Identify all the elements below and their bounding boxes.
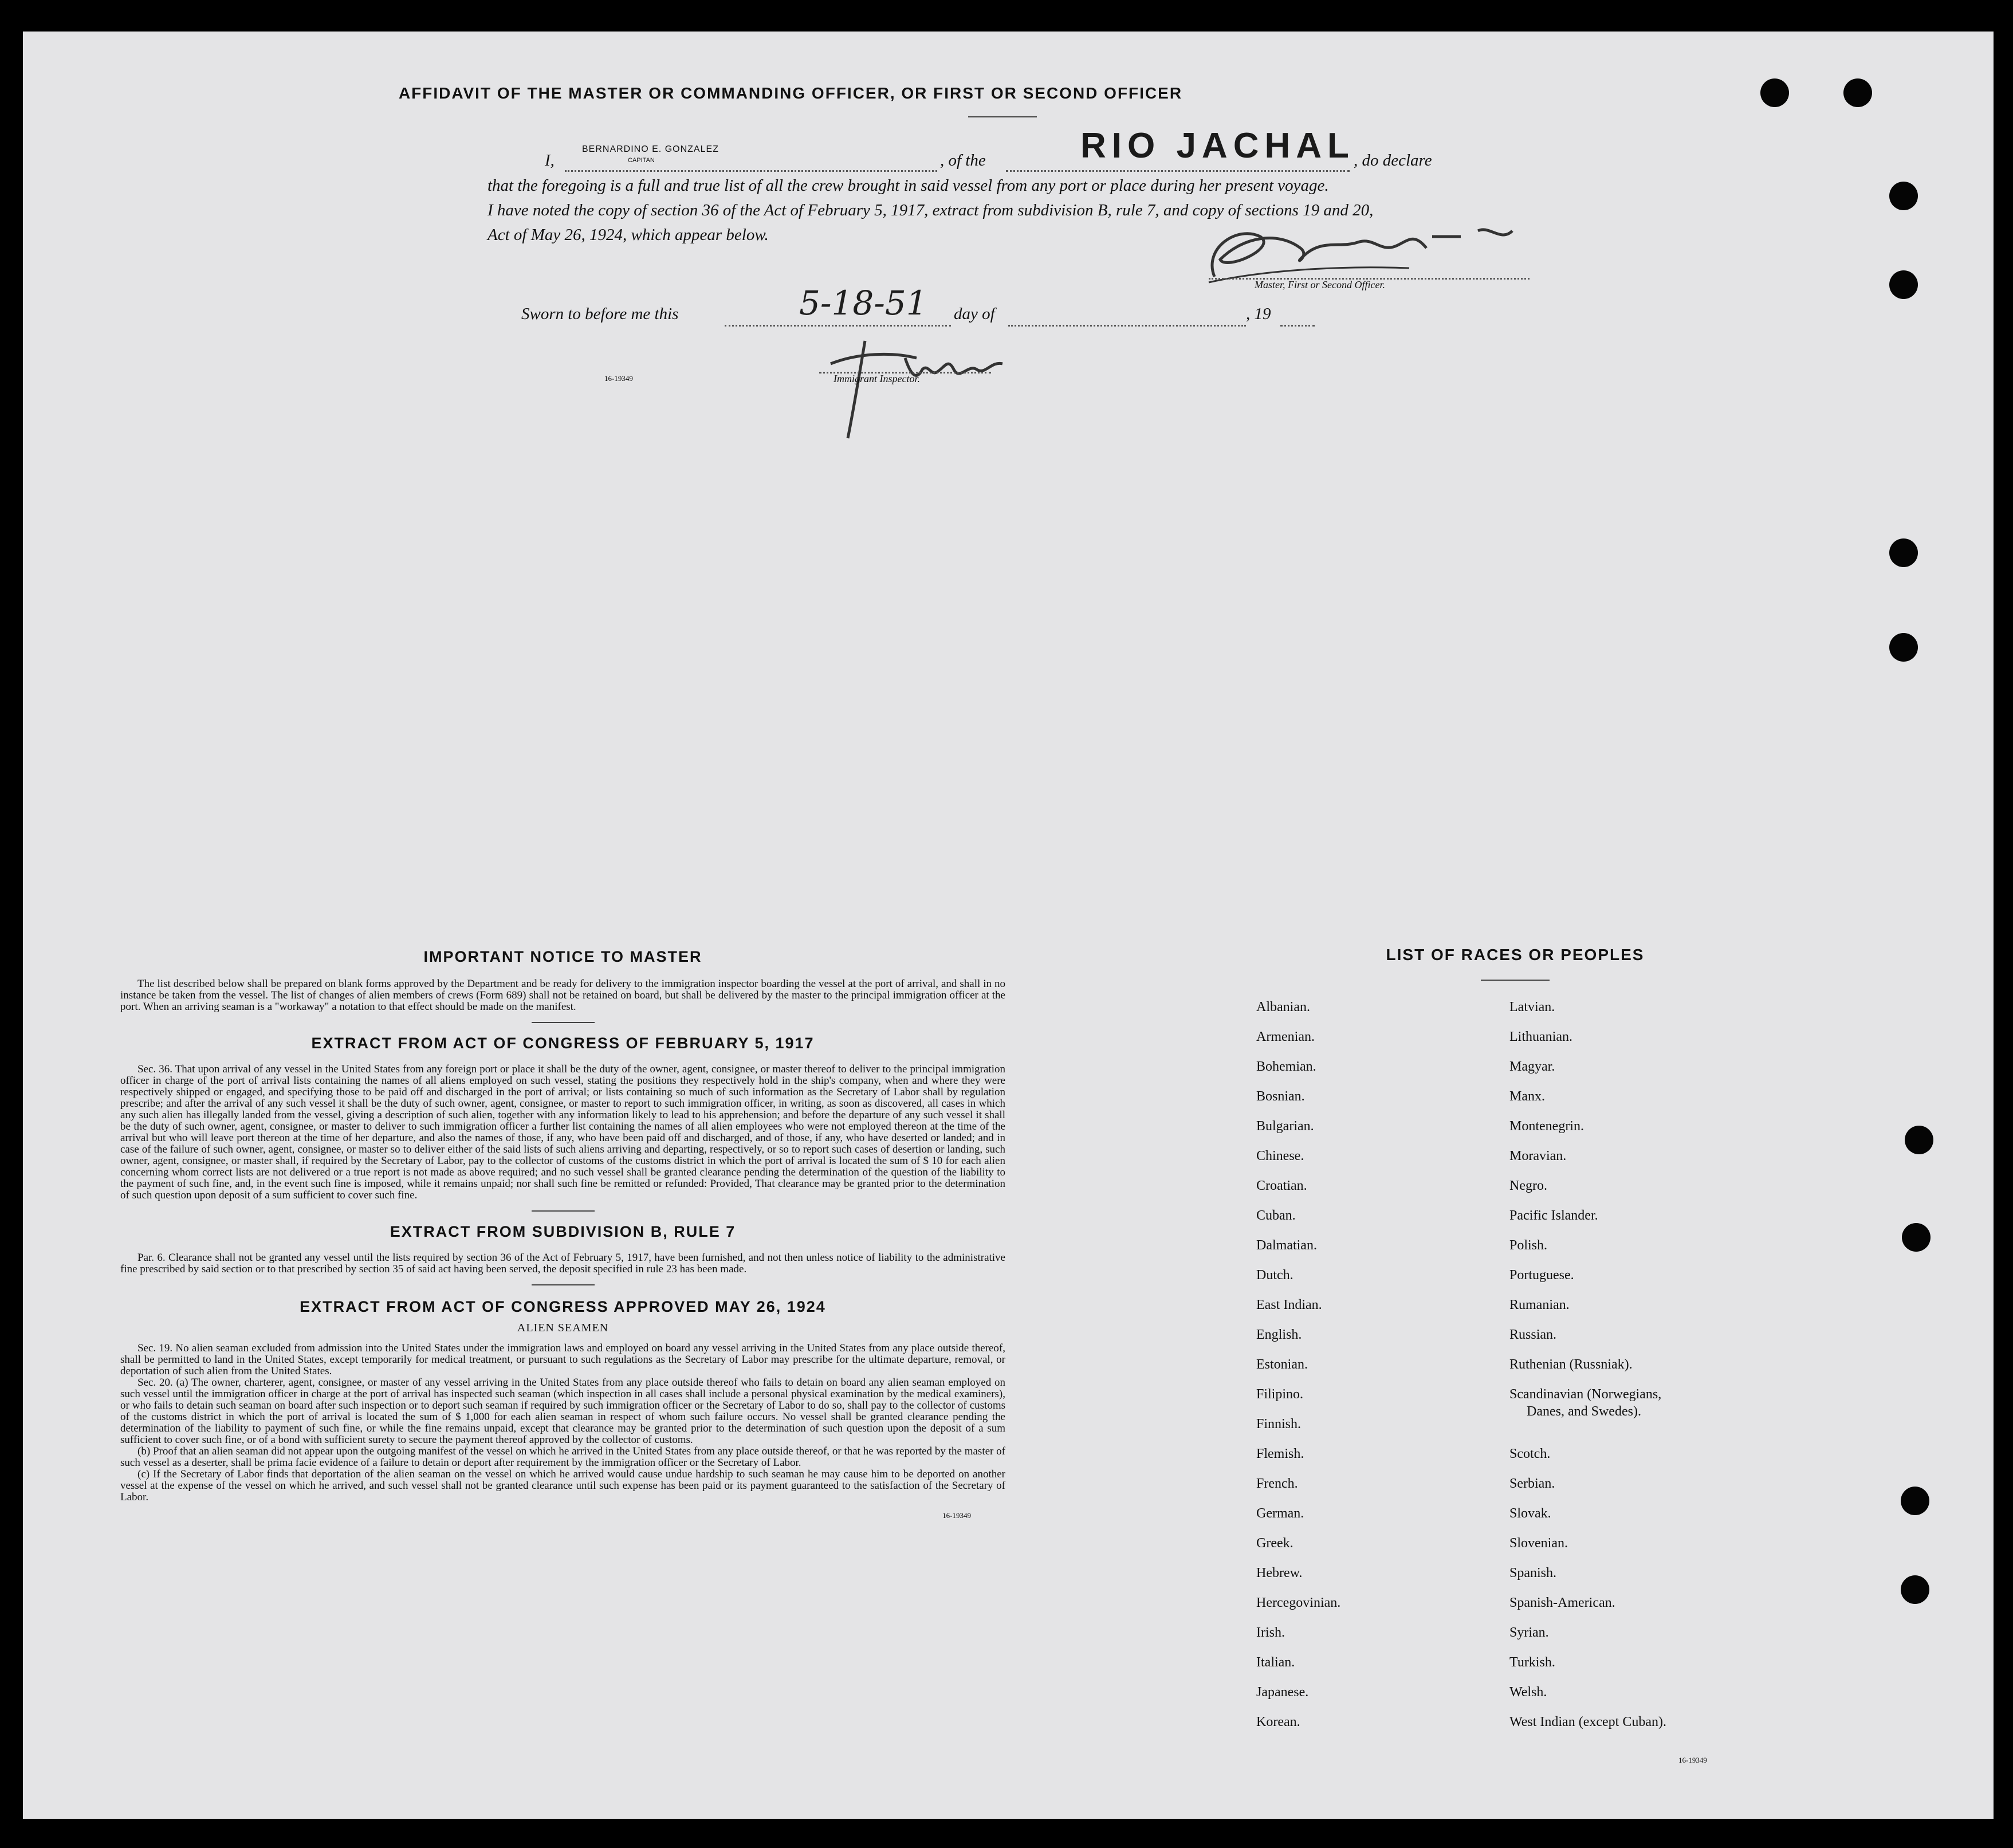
race-item: Welsh. xyxy=(1509,1685,1547,1700)
race-item: Portuguese. xyxy=(1509,1268,1574,1283)
extract-1917-text: Sec. 36. That upon arrival of any vessel in the United States from any foreign port or place it shall be the duty of the owner, agent, consignee, or master thereof to deliver to the principal immigration officer in charge of the port of arrival lists containing the names of all aliens employed on such vessel, stating the positions they respectively hold in the ship's company, when and where they were respectively shipped or engaged, and specifying those to be paid off and discharged in the port of arrival; or lists containing so much of such information as the Secretary of Labor shall by regulation prescribe; and after the arrival of any such vessel it shall be the duty of such owner, agent, consignee, or master to report to such immigration officer, in writing, as soon as discovered, all cases in which any such alien has illegally landed from the vessel, giving a description of such alien, together with any information likely to lead to his apprehension; and before the departure of any such vessel it shall be the duty of such owner, agent, consignee, or master to deliver to such immigration officer a further list containing the names of all alien employees who were not employed thereon at the time of the arrival but who will leave port thereon at the time of her departure, and also the names of those, if any, who have been paid off and discharged, and of those, if any, who have deserted or landed; and in case of the failure of such owner, agent, consignee, or master so to deliver either of the said lists of such aliens arriving and departing, respectively, or so to report such cases of desertion or landing, such owner, agent, consignee, or master shall, if required by the Secretary of Labor, pay to the collector of customs of the customs district in which the port of arrival is located the sum of $ 10 for each alien concerning whom correct lists are not delivered or a true report is not made as above required; and no such vessel shall be granted clearance pending the determination of the question of the liability to the payment of such fine, and, in the event such fine is imposed, while it remains unpaid; nor shall such fine be remitted or refunded: Provided, That clearance may be granted prior to the determination of such question upon deposit of a sum sufficient to cover such fine. xyxy=(120,1063,1005,1201)
day-of-label: day of xyxy=(954,305,995,323)
alien-seamen-subtitle: ALIEN SEAMEN xyxy=(517,1322,609,1334)
inspector-caption: Immigrant Inspector. xyxy=(833,373,920,384)
year-field xyxy=(1280,308,1315,327)
race-item: Dalmatian. xyxy=(1256,1238,1317,1253)
month-field xyxy=(1008,308,1246,327)
race-item: Serbian. xyxy=(1509,1476,1555,1491)
document-page xyxy=(23,32,1994,1819)
race-item: German. xyxy=(1256,1506,1304,1521)
of-the-label: , of the xyxy=(940,151,986,170)
race-item: Spanish. xyxy=(1509,1566,1557,1580)
punch-hole xyxy=(1889,633,1918,662)
race-item: Spanish-American. xyxy=(1509,1595,1615,1610)
punch-hole xyxy=(1889,538,1918,567)
race-item: Manx. xyxy=(1509,1089,1545,1104)
race-item: Scandinavian (Norwegians, xyxy=(1509,1387,1662,1402)
race-item: Bulgarian. xyxy=(1256,1119,1314,1134)
race-scandinavian-continuation: Danes, and Swedes). xyxy=(1527,1404,1641,1419)
punch-hole xyxy=(1901,1575,1929,1604)
declaration-i: I, xyxy=(545,151,555,170)
race-item: Montenegrin. xyxy=(1509,1119,1584,1134)
race-item: Lithuanian. xyxy=(1509,1029,1572,1044)
races-left-column xyxy=(1256,1000,1485,1744)
punch-hole xyxy=(1889,182,1918,210)
race-item: Polish. xyxy=(1509,1238,1548,1253)
notice-rule xyxy=(532,1022,595,1023)
declaration-line-2: that the foregoing is a full and true list of all the crew brought in said vessel from any port or place during her present voyage. xyxy=(487,176,1329,195)
race-item: Japanese. xyxy=(1256,1685,1309,1700)
race-item: Hercegovinian. xyxy=(1256,1595,1341,1610)
form-number-top: 16-19349 xyxy=(604,374,633,383)
sworn-text: Sworn to before me this xyxy=(521,305,679,323)
rule7-text: Par. 6. Clearance shall not be granted any vessel until the lists required by section 36 of the Act of February 5, 1917, have been furnished, and not then unless notice of liability to the administrative fine prescribed by said section or to that prescribed by section 35 of said act having been served, the deposit specified in rule 23 has been made. xyxy=(120,1252,1005,1275)
race-item: Turkish. xyxy=(1509,1655,1555,1670)
race-item: Magyar. xyxy=(1509,1059,1555,1074)
race-item: West Indian (except Cuban). xyxy=(1509,1715,1666,1729)
race-item: Korean. xyxy=(1256,1715,1300,1729)
races-title: LIST OF RACES OR PEOPLES xyxy=(1386,946,1645,964)
affidavit-title: AFFIDAVIT OF THE MASTER OR COMMANDING OFFICER, OR FIRST OR SECOND OFFICER xyxy=(398,84,1183,102)
extract-1917-rule xyxy=(532,1210,595,1212)
race-item: Russian. xyxy=(1509,1327,1557,1342)
inspector-signature xyxy=(813,329,1031,444)
punch-hole xyxy=(1901,1487,1929,1515)
form-number-left: 16-19349 xyxy=(942,1511,971,1520)
race-item: Moravian. xyxy=(1509,1149,1567,1163)
declaration-line-4: Act of May 26, 1924, which appear below. xyxy=(487,226,769,244)
race-item: Cuban. xyxy=(1256,1208,1296,1223)
punch-hole xyxy=(1905,1126,1933,1154)
race-item: Croatian. xyxy=(1256,1178,1307,1193)
race-item: Pacific Islander. xyxy=(1509,1208,1598,1223)
race-item: Ruthenian (Russniak). xyxy=(1509,1357,1633,1372)
race-item: Rumanian. xyxy=(1509,1297,1570,1312)
race-item: Finnish. xyxy=(1256,1417,1302,1432)
sec20c-text: (c) If the Secretary of Labor finds that deportation of the alien seaman on the vessel on which he arrived would cause undue hardship to such seaman he may cause him to be deported on another vessel at the expense of the vessel on which he arrived, and such vessel shall not be granted clearance until such expense has been paid or its payment guaranteed to the satisfaction of the Secretary of Labor. xyxy=(120,1468,1005,1503)
race-item: French. xyxy=(1256,1476,1298,1491)
punch-hole xyxy=(1902,1223,1931,1252)
race-item: Greek. xyxy=(1256,1536,1293,1551)
race-item: Dutch. xyxy=(1256,1268,1293,1283)
extract-1917-title: EXTRACT FROM ACT OF CONGRESS OF FEBRUARY 5, 1917 xyxy=(311,1035,815,1052)
races-rule xyxy=(1481,980,1550,981)
rule7-title: EXTRACT FROM SUBDIVISION B, RULE 7 xyxy=(390,1223,736,1240)
punch-hole xyxy=(1760,78,1789,107)
race-item: Irish. xyxy=(1256,1625,1285,1640)
officer-stamp-name: BERNARDINO E. GONZALEZ xyxy=(582,144,719,154)
signature-caption: Master, First or Second Officer. xyxy=(1255,279,1385,290)
race-item: East Indian. xyxy=(1256,1297,1322,1312)
sec19-text: Sec. 19. No alien seaman excluded from admission into the United States under the immigration laws and employed on board any vessel arriving in the United States from any place outside thereof, shall be permitted to land in the United States, except temporarily for medical treatment, or pursuant to such regulations as the Secretary of Labor may prescribe for the ultimate departure, removal, or deportation of such alien from the United States. xyxy=(120,1342,1005,1377)
year-label: , 19 xyxy=(1246,305,1271,323)
handwritten-date: 5-18-51 xyxy=(799,284,927,323)
form-number-right: 16-19349 xyxy=(1678,1756,1707,1764)
race-item: Negro. xyxy=(1509,1178,1547,1193)
extract-1924-title: EXTRACT FROM ACT OF CONGRESS APPROVED MAY 26, 1924 xyxy=(300,1298,826,1315)
race-item: Slovenian. xyxy=(1509,1536,1568,1551)
rule7-rule xyxy=(532,1284,595,1285)
punch-hole xyxy=(1843,78,1872,107)
race-item: Filipino. xyxy=(1256,1387,1304,1402)
race-item: Armenian. xyxy=(1256,1029,1315,1044)
sec20a-text: Sec. 20. (a) The owner, charterer, agent, consignee, or master of any vessel arriving in the United States from any place outside thereof who fails to detain on board any alien seaman employed on such vessel until the immigration officer in charge at the port of arrival has inspected such seaman (which inspection in all cases shall include a personal physical examination by the medical examiners), or who fails to detain such seaman on board after such inspection or to deport such seaman if required by such immigration officer or the Secretary of Labor to do so, shall pay to the collector of customs of the customs district in which the port of arrival is located the sum of $ 1,000 for each alien seaman in respect of whom such failure occurs. No vessel shall be granted clearance pending the determination of the liability to payment of such fine, or while the fine remains unpaid, except that clearance may be granted prior to the determination of such question upon the deposit of a sum sufficient to cover such fine, or of a bond with sufficient surety to secure the payment thereof approved by the collector of customs. xyxy=(120,1377,1005,1446)
vessel-stamp: RIO JACHAL xyxy=(1080,126,1355,166)
race-item: Albanian. xyxy=(1256,1000,1310,1015)
punch-hole xyxy=(1889,270,1918,299)
race-item: Bosnian. xyxy=(1256,1089,1305,1104)
left-column xyxy=(120,948,1005,1520)
race-item: Italian. xyxy=(1256,1655,1295,1670)
race-item: Chinese. xyxy=(1256,1149,1304,1163)
race-item: Slovak. xyxy=(1509,1506,1551,1521)
do-declare-label: , do declare xyxy=(1354,151,1432,170)
declaration-line-3: I have noted the copy of section 36 of the Act of February 5, 1917, extract from subdivision B, rule 7, and copy of sections 19 and 20, xyxy=(487,201,1374,219)
race-item: Scotch. xyxy=(1509,1446,1551,1461)
race-item: Bohemian. xyxy=(1256,1059,1316,1074)
race-item: Flemish. xyxy=(1256,1446,1304,1461)
race-item: Estonian. xyxy=(1256,1357,1308,1372)
notice-title: IMPORTANT NOTICE TO MASTER xyxy=(423,948,702,965)
title-rule xyxy=(968,116,1037,117)
race-item: Latvian. xyxy=(1509,1000,1555,1015)
race-item: English. xyxy=(1256,1327,1302,1342)
officer-stamp-title: CAPITAN xyxy=(628,157,655,164)
sec20b-text: (b) Proof that an alien seaman did not appear upon the outgoing manifest of the vessel on which he arrived in the United States from any place outside thereof, or that he was reported by the master of such vessel as a deserter, shall be prima facie evidence of a failure to detain or deport after requirement by the immigration officer or the Secretary of Labor. xyxy=(120,1445,1005,1469)
notice-text: The list described below shall be prepared on blank forms approved by the Department and be ready for delivery to the immigration inspector boarding the vessel at the port of arrival, and shall in no instance be taken from the vessel. The list of changes of alien members of crews (Form 689) shall not be retained on board, but shall be delivered by the master to the principal immigration officer at the port. When an arriving seaman is a "workaway" a notation to that effect should be made on the manifest. xyxy=(120,978,1005,1013)
race-item: Hebrew. xyxy=(1256,1566,1303,1580)
races-right-column xyxy=(1509,1000,1853,1744)
race-item: Syrian. xyxy=(1509,1625,1549,1640)
